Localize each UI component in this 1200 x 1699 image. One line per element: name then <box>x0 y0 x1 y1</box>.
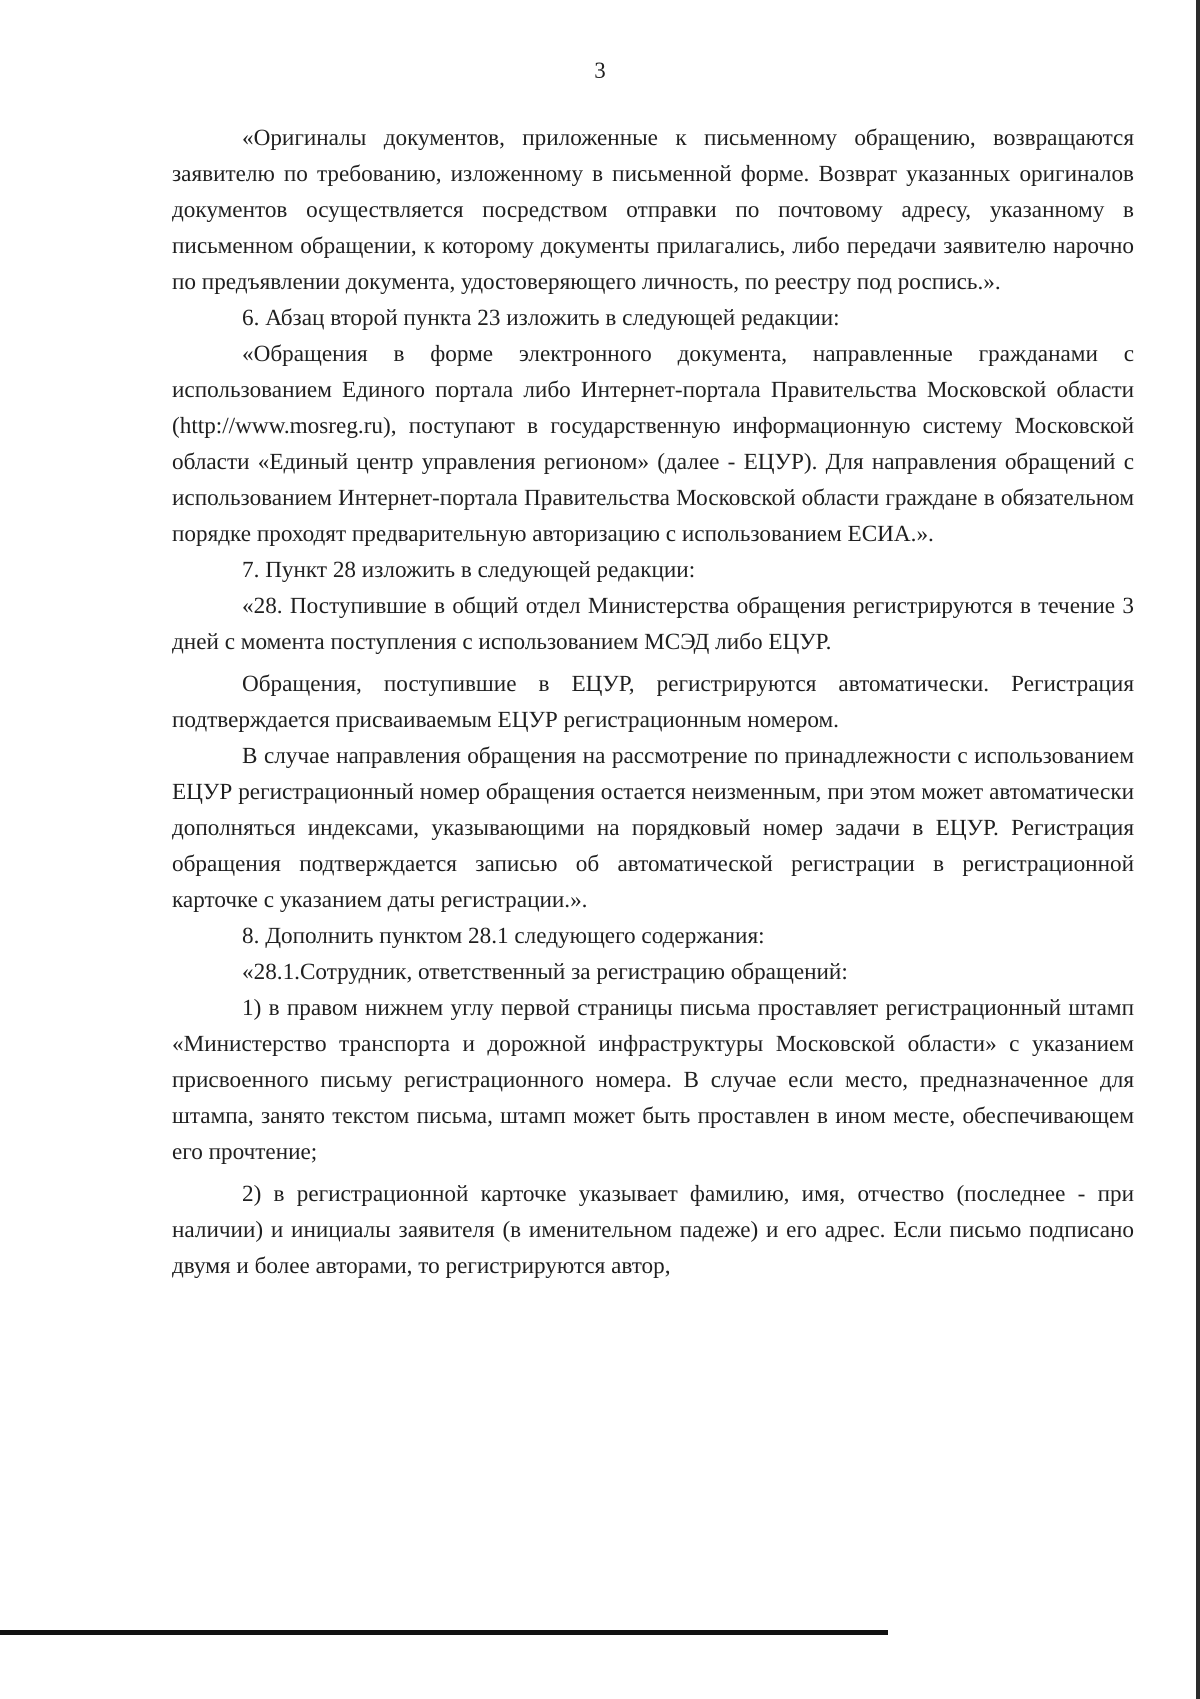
paragraph-subitem-2: 2) в регистрационной карточке указывает фамилию, имя, отчество (последнее - при наличии) и инициалы заявителя (в именительном падеже) и его адрес. Если письмо подписано двумя и более авторами, то регистрируются автор, <box>172 1181 1134 1279</box>
paragraph-item-6: 6. Абзац второй пункта 23 изложить в следующей редакции: <box>242 305 840 331</box>
paragraph-item-28: «28. Поступившие в общий отдел Министерства обращения регистрируются в течение 3 дней с момента поступления с использованием МСЭД либо ЕЦУР. <box>172 593 1134 655</box>
paragraph-redirect-registration: В случае направления обращения на рассмотрение по принадлежности с использованием ЕЦУР регистрационный номер обращения остается неизменным, при этом может автоматически дополняться индексами, указывающими на порядковый номер задачи в ЕЦУР. Регистрация обращения подтверждается записью об автоматической регистрации в регистрационной карточке с указанием даты регистрации.». <box>172 743 1134 913</box>
page-number: 3 <box>594 58 606 83</box>
paragraph-subitem-1: 1) в правом нижнем углу первой страницы письма проставляет регистрационный штамп «Министерство транспорта и дорожной инфраструктуры Московской области» с указанием присвоенного письму регистрационного номера. В случае если место, предназначенное для штампа, занято текстом письма, штамп может быть проставлен в ином месте, обеспечивающем его прочтение; <box>172 995 1134 1165</box>
paragraph-ecur-registration: Обращения, поступившие в ЕЦУР, регистрируются автоматически. Регистрация подтверждается присваиваемым ЕЦУР регистрационным номером. <box>172 671 1134 733</box>
scan-bottom-rule <box>0 1630 888 1635</box>
paragraph-item-7: 7. Пункт 28 изложить в следующей редакции: <box>242 557 696 583</box>
paragraph-item-8: 8. Дополнить пунктом 28.1 следующего содержания: <box>242 923 765 949</box>
paragraph-electronic-appeals: «Обращения в форме электронного документа, направленные гражданами с использованием Единого портала либо Интернет-портала Правительства Московской области (http://www.mosreg.ru), поступают в государственную информационную систему Московской области «Единый центр управления регионом» (далее - ЕЦУР). Для направления обращений с использованием Интернет-портала Правительства Московской области граждане в обязательном порядке проходят предварительную авторизацию с использованием ЕСИА.». <box>172 341 1134 547</box>
paragraph-item-28-1: «28.1.Сотрудник, ответственный за регистрацию обращений: <box>242 959 848 985</box>
document-body <box>172 120 1134 1284</box>
paragraph-originals-return: «Оригиналы документов, приложенные к письменному обращению, возвращаются заявителю по требованию, изложенному в письменной форме. Возврат указанных оригиналов документов осуществляется посредством отправки по почтовому адресу, указанному в письменном обращении, к которому документы прилагались, либо передачи заявителю нарочно по предъявлении документа, удостоверяющего личность, по реестру под роспись.». <box>172 125 1134 295</box>
scan-right-edge <box>1196 0 1200 1699</box>
